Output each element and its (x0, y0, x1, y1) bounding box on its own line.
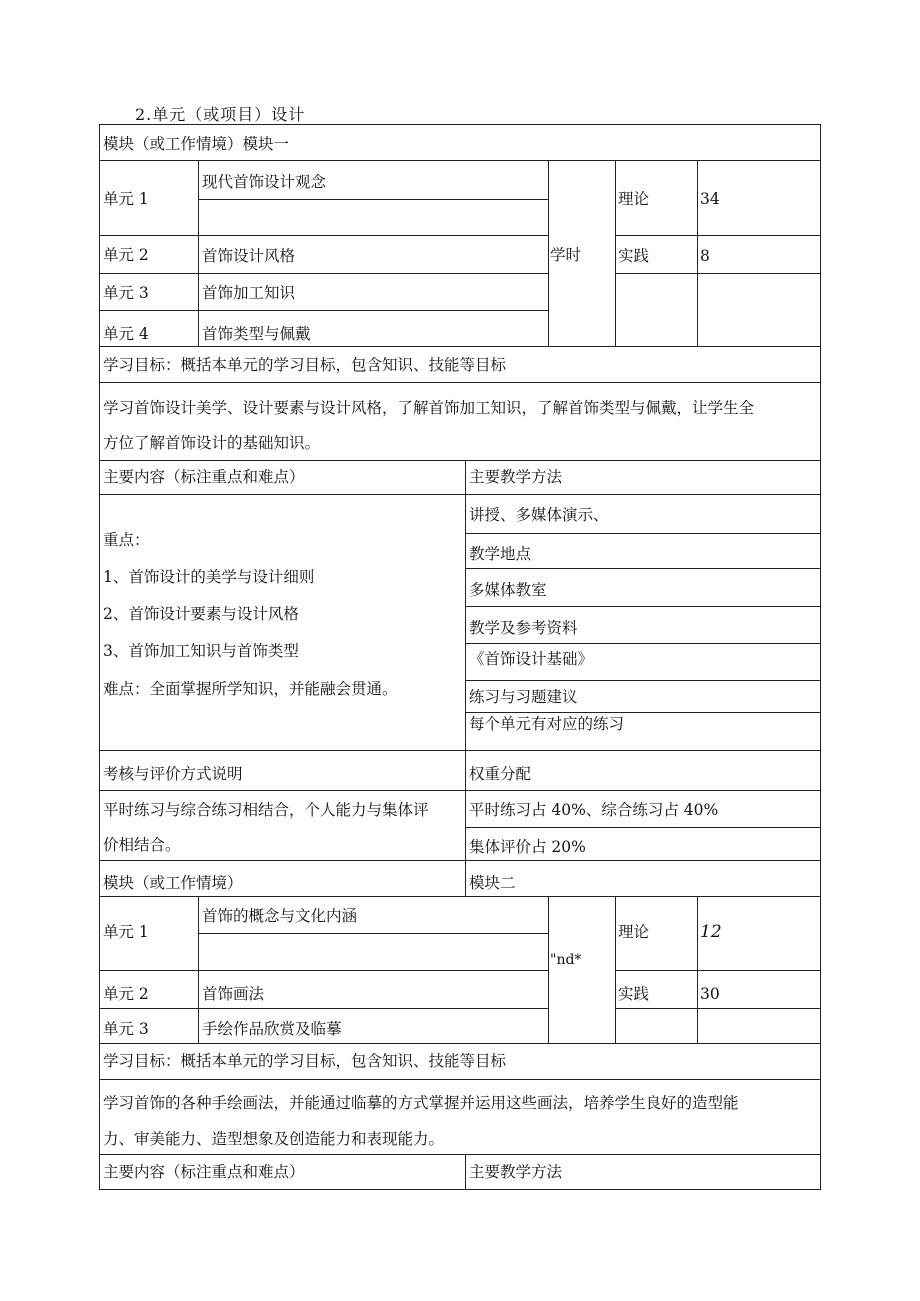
module1-content-header: 主要内容（标注重点和难点） (103, 468, 305, 486)
module2-title: 模块（或工作情境） (103, 874, 243, 892)
module1-unit2-content: 首饰设计风格 (202, 247, 296, 265)
module1-weight-header: 权重分配 (469, 765, 532, 783)
module2-unit3-content: 手绘作品欣赏及临摹 (202, 1020, 342, 1038)
module1-practice-label: 实践 (618, 247, 650, 265)
module2-unit2-content: 首饰画法 (202, 985, 265, 1003)
module2-content-header: 主要内容（标注重点和难点） (103, 1163, 305, 1181)
module1-weight-line1: 平时练习占 40%、综合练习占 40% (469, 801, 719, 819)
module1-method-value: 讲授、多媒体演示、 (469, 506, 609, 524)
module2-theory-value: 12 (700, 922, 722, 942)
module2-practice-value: 30 (700, 985, 720, 1003)
module2-practice-label: 实践 (618, 985, 650, 1003)
module1-location-value: 多媒体教室 (469, 581, 547, 599)
module1-theory-value: 34 (700, 190, 720, 208)
module1-key-point-2: 2、首饰设计要素与设计风格 (103, 605, 299, 623)
module1-assessment-line2: 价相结合。 (103, 836, 181, 854)
module1-key-point-1: 1、首饰设计的美学与设计细则 (103, 568, 315, 586)
module1-objective-line1: 学习首饰设计美学、设计要素与设计风格，了解首饰加工知识，了解首饰类型与佩戴，让学生全 (103, 399, 755, 417)
module2-objective-line1: 学习首饰的各种手绘画法，并能通过临摹的方式掌握并运用这些画法，培养学生良好的造型能 (103, 1094, 739, 1112)
module1-key-point-3: 3、首饰加工知识与首饰类型 (103, 642, 299, 660)
module2-method-header: 主要教学方法 (469, 1163, 563, 1181)
module2-unit1-label: 单元 1 (103, 923, 149, 941)
module2-name: 模块二 (469, 874, 516, 892)
module1-difficulty: 难点：全面掌握所学知识，并能融会贯通。 (103, 680, 398, 698)
module1-assessment-line1: 平时练习与综合练习相结合，个人能力与集体评 (103, 801, 429, 819)
module1-reference-label: 教学及参考资料 (469, 619, 578, 637)
module1-unit1-label: 单元 1 (103, 190, 149, 208)
module1-unit1-content: 现代首饰设计观念 (202, 173, 327, 191)
module1-unit2-label: 单元 2 (103, 246, 149, 264)
module2-hours-label: "nd* (550, 952, 582, 968)
module1-objective-label: 学习目标：概括本单元的学习目标，包含知识、技能等目标 (103, 356, 507, 374)
module2-objective-label: 学习目标：概括本单元的学习目标，包含知识、技能等目标 (103, 1052, 507, 1070)
module1-method-header: 主要教学方法 (469, 468, 563, 486)
module1-unit3-content: 首饰加工知识 (202, 284, 296, 302)
module1-objective-line2: 方位了解首饰设计的基础知识。 (103, 434, 321, 452)
module1-unit4-label: 单元 4 (103, 325, 149, 343)
module1-unit3-label: 单元 3 (103, 284, 149, 302)
section-heading: 2.单元（或项目）设计 (135, 105, 306, 124)
module1-theory-label: 理论 (618, 190, 650, 208)
module1-reference-value: 《首饰设计基础》 (469, 650, 594, 668)
module1-exercise-value: 每个单元有对应的练习 (469, 715, 625, 733)
module1-practice-value: 8 (700, 247, 710, 265)
module1-hours-label: 学时 (550, 246, 582, 264)
module1-title: 模块（或工作情境）模块一 (103, 135, 290, 153)
module1-exercise-label: 练习与习题建议 (469, 688, 578, 706)
module1-assessment-header: 考核与评价方式说明 (103, 765, 243, 783)
module1-weight-line2: 集体评价占 20% (469, 838, 586, 856)
module2-objective-line2: 力、审美能力、造型想象及创造能力和表现能力。 (103, 1130, 445, 1148)
module1-key-points-label: 重点： (103, 531, 150, 549)
module1-location-label: 教学地点 (469, 545, 532, 563)
module2-unit3-label: 单元 3 (103, 1020, 149, 1038)
module2-theory-label: 理论 (618, 923, 650, 941)
module2-unit2-label: 单元 2 (103, 985, 149, 1003)
module2-unit1-content: 首饰的概念与文化内涵 (202, 907, 358, 925)
module1-unit4-content: 首饰类型与佩戴 (202, 325, 311, 343)
